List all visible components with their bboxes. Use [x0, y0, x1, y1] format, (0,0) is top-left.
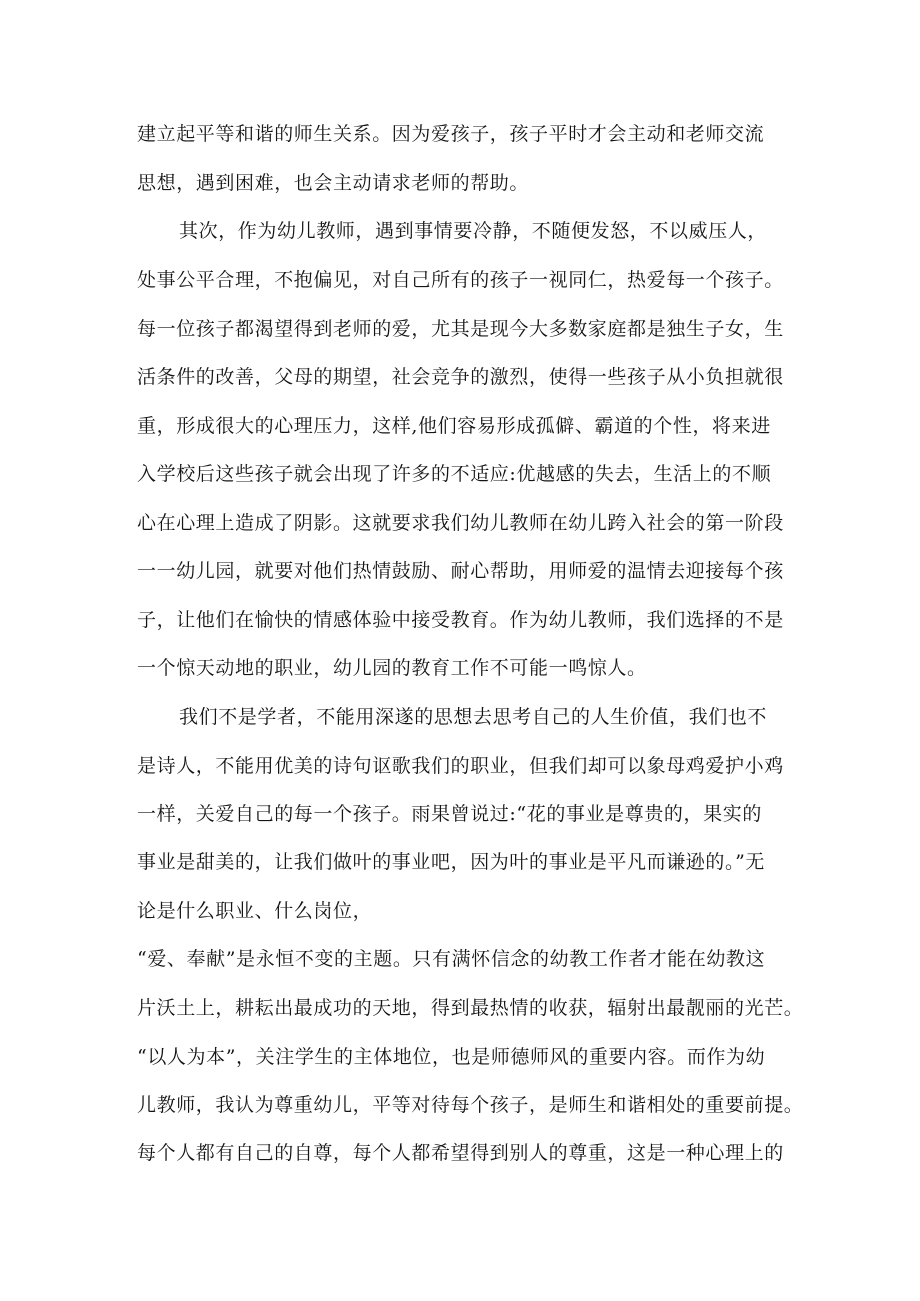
text-line-1: 建立起平等和谐的师生关系。因为爱孩子，孩子平时才会主动和老师交流	[137, 123, 765, 145]
text-line-21: 儿教师，我认为尊重幼儿，平等对待每个孩子，是师生和谐相处的重要前提。	[137, 1094, 804, 1116]
text-line-17: 论是什么职业、什么岗位，	[137, 900, 373, 922]
text-line-19: 片沃土上，耕耘出最成功的天地，得到最热情的收获，辐射出最靓丽的光芒。	[137, 997, 804, 1019]
text-line-14: 是诗人，不能用优美的诗句讴歌我们的职业，但我们却可以象母鸡爱护小鸡	[137, 755, 784, 777]
text-line-11: 子，让他们在愉快的情感体验中接受教育。作为幼儿教师，我们选择的不是	[137, 609, 784, 631]
text-line-8: 入学校后这些孩子就会出现了许多的不适应:优越感的失去，生活上的不顺	[137, 463, 772, 485]
text-line-16: 事业是甜美的，让我们做叶的事业吧，因为叶的事业是平凡而谦逊的。”无	[137, 851, 766, 873]
text-line-6: 活条件的改善，父母的期望，社会竞争的激烈，使得一些孩子从小负担就很	[137, 366, 784, 388]
text-line-10: 一一幼儿园，就要对他们热情鼓励、耐心帮助，用师爱的温情去迎接每个孩	[137, 560, 784, 582]
text-line-2: 思想，遇到困难，也会主动请求老师的帮助。	[137, 172, 530, 194]
text-line-9: 心在心理上造成了阴影。这就要求我们幼儿教师在幼儿跨入社会的第一阶段	[137, 512, 784, 534]
text-line-3-paragraph-start: 其次，作为幼儿教师，遇到事情要冷静，不随便发怒，不以威压人，	[179, 220, 768, 242]
text-line-13-paragraph-start: 我们不是学者，不能用深遂的思想去思考自己的人生价值，我们也不	[179, 706, 768, 728]
text-line-12: 一个惊天动地的职业，幼儿园的教育工作不可能一鸣惊人。	[137, 657, 647, 679]
text-line-20: “以人为本”，关注学生的主体地位，也是师德师风的重要内容。而作为幼	[137, 1046, 766, 1068]
text-line-15: 一样，关爱自己的每一个孩子。雨果曾说过:“花的事业是尊贵的，果实的	[137, 803, 762, 825]
text-line-18: “爱、奉献”是永恒不变的主题。只有满怀信念的幼教工作者才能在幼教这	[137, 948, 766, 970]
text-line-5: 每一位孩子都渴望得到老师的爱，尤其是现今大多数家庭都是独生子女，生	[137, 318, 784, 340]
text-line-4: 处事公平合理，不抱偏见，对自己所有的孩子一视同仁，热爱每一个孩子。	[137, 269, 784, 291]
text-line-7: 重，形成很大的心理压力，这样,他们容易形成孤僻、霸道的个性，将来进	[137, 415, 771, 437]
text-line-22: 每个人都有自己的自尊，每个人都希望得到别人的尊重，这是一种心理上的	[137, 1142, 784, 1164]
